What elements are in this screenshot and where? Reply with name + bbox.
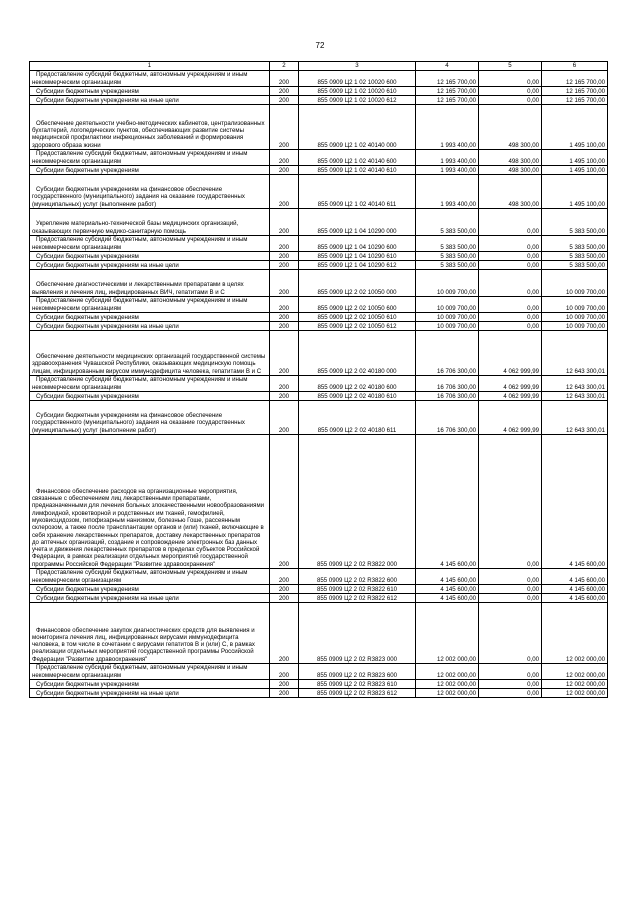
header-cell-6: 6 [542,62,608,71]
row-name-text: Субсидии бюджетным учреждениям [36,166,139,174]
row-classification-cell: 855 0909 Ц2 1 02 40140 610 [299,166,416,175]
row-code-cell: 200 [270,87,299,96]
row-code-cell: 200 [270,105,299,150]
table-row [30,270,608,297]
row-amount-col4: 12 002 000,00 [416,664,479,680]
row-name-cell [30,376,270,392]
row-classification-cell: 855 0909 Ц2 1 04 10290 600 [299,236,416,252]
row-amount-col4: 5 383 500,00 [416,236,479,252]
row-amount-col4: 16 706 300,00 [416,331,479,376]
row-amount-col5: 0,00 [479,680,542,689]
row-classification-cell: 855 0909 Ц2 2 02 10050 610 [299,313,416,322]
row-code-cell: 200 [270,585,299,594]
row-classification-cell: 855 0909 Ц2 1 02 10020 612 [299,96,416,105]
table-row [30,376,608,392]
row-name-cell [30,71,270,87]
row-classification-cell: 855 0909 Ц2 2 02 R3822 600 [299,569,416,585]
table-row [30,313,608,322]
row-amount-col5: 4 062 999,99 [479,401,542,435]
row-name-text: Предоставление субсидий бюджетным, автономным учреждениям и иным некоммерческим организациям [32,664,248,679]
row-amount-col5: 0,00 [479,603,542,664]
row-amount-col4: 5 383 500,00 [416,261,479,270]
row-amount-col4: 1 993 400,00 [416,105,479,150]
row-name-cell [30,252,270,261]
row-name-text: Субсидии бюджетным учреждениям [36,313,139,321]
row-code-cell: 200 [270,270,299,297]
row-amount-col5: 0,00 [479,322,542,331]
row-classification-cell: 855 0909 Ц2 2 02 10050 000 [299,270,416,297]
row-name-cell [30,209,270,236]
row-amount-col4: 10 009 700,00 [416,322,479,331]
row-amount-col6: 1 495 100,00 [542,150,608,166]
row-amount-col4: 4 145 600,00 [416,594,479,603]
row-amount-col5: 0,00 [479,569,542,585]
row-name-cell [30,689,270,698]
row-code-cell: 200 [270,236,299,252]
row-amount-col4: 12 002 000,00 [416,689,479,698]
row-code-cell: 200 [270,664,299,680]
row-amount-col6: 12 002 000,00 [542,680,608,689]
row-amount-col4: 10 009 700,00 [416,313,479,322]
table-row [30,96,608,105]
header-cell-3: 3 [299,62,416,71]
row-name-text: Предоставление субсидий бюджетным, автономным учреждениям и иным некоммерческим организациям [32,569,248,584]
row-classification-cell: 855 0909 Ц2 1 04 10290 610 [299,252,416,261]
row-amount-col5: 498 300,00 [479,105,542,150]
row-classification-cell: 855 0909 Ц2 2 02 R3822 610 [299,585,416,594]
row-code-cell: 200 [270,209,299,236]
row-amount-col4: 12 165 700,00 [416,71,479,87]
row-code-cell: 200 [270,261,299,270]
header-cell-4: 4 [416,62,479,71]
row-name-text: Обеспечение диагностическими и лекарственными препаратами в целях выявления и лечения лиц, инфицированных ВИЧ, гепатитами В и С [32,281,244,296]
row-code-cell: 200 [270,435,299,569]
table-row [30,297,608,313]
row-amount-col4: 16 706 300,00 [416,392,479,401]
row-name-cell [30,105,270,150]
row-name-text: Финансовое обеспечение закупок диагностических средств для выявления и мониторинга лечения лиц, инфицированных вирусами иммунодефицита человека, в том числе в сочетании с вирусами гепатитов В и (или) С, в рамках реализации отдельных мероприятий государственной программы Российской Федерации "Развитие здравоохранения" [32,626,255,663]
row-amount-col6: 4 145 600,00 [542,594,608,603]
row-name-text: Субсидии бюджетным учреждениям на иные цели [36,594,179,602]
table-row [30,261,608,270]
row-name-cell [30,401,270,435]
row-name-cell [30,664,270,680]
row-name-text: Предоставление субсидий бюджетным, автономным учреждениям и иным некоммерческим организациям [32,71,248,86]
row-amount-col5: 0,00 [479,585,542,594]
row-name-cell [30,236,270,252]
row-amount-col6: 5 383 500,00 [542,261,608,270]
row-amount-col6: 4 145 600,00 [542,569,608,585]
row-name-text: Субсидии бюджетным учреждениям на иные цели [36,96,179,104]
row-name-text: Субсидии бюджетным учреждениям на финансовое обеспечение государственного (муниципального) задания на оказание государственных (муниципальных) услуг (выполнение работ) [32,186,245,208]
row-amount-col4: 5 383 500,00 [416,252,479,261]
budget-table-body [30,62,608,698]
row-name-text: Субсидии бюджетным учреждениям на иные цели [36,322,179,330]
table-row [30,166,608,175]
table-row [30,569,608,585]
row-code-cell: 200 [270,313,299,322]
row-classification-cell: 855 0909 Ц2 2 02 R3823 000 [299,603,416,664]
row-name-text: Предоставление субсидий бюджетным, автономным учреждениям и иным некоммерческим организациям [32,376,248,391]
row-amount-col4: 4 145 600,00 [416,435,479,569]
row-amount-col6: 12 165 700,00 [542,87,608,96]
row-amount-col6: 5 383 500,00 [542,252,608,261]
row-amount-col5: 0,00 [479,71,542,87]
table-row [30,87,608,96]
row-amount-col4: 1 993 400,00 [416,175,479,209]
row-name-cell [30,435,270,569]
row-amount-col6: 12 643 300,01 [542,392,608,401]
row-amount-col4: 16 706 300,00 [416,401,479,435]
row-code-cell: 200 [270,322,299,331]
row-amount-col4: 12 165 700,00 [416,87,479,96]
table-row [30,435,608,569]
row-code-cell: 200 [270,150,299,166]
table-row [30,680,608,689]
row-name-cell [30,569,270,585]
row-name-cell [30,322,270,331]
row-code-cell: 200 [270,71,299,87]
table-row [30,392,608,401]
row-code-cell: 200 [270,331,299,376]
table-row [30,689,608,698]
table-row [30,322,608,331]
table-row [30,252,608,261]
row-name-cell [30,331,270,376]
row-amount-col5: 0,00 [479,297,542,313]
row-name-cell [30,313,270,322]
row-amount-col5: 4 062 999,99 [479,331,542,376]
row-code-cell: 200 [270,96,299,105]
row-amount-col5: 0,00 [479,261,542,270]
row-name-cell [30,680,270,689]
row-amount-col5: 0,00 [479,689,542,698]
row-amount-col4: 16 706 300,00 [416,376,479,392]
row-amount-col5: 0,00 [479,313,542,322]
row-code-cell: 200 [270,392,299,401]
row-name-cell [30,270,270,297]
row-classification-cell: 855 0909 Ц2 2 02 R3823 610 [299,680,416,689]
row-name-cell [30,261,270,270]
table-row [30,150,608,166]
row-amount-col4: 4 145 600,00 [416,569,479,585]
row-amount-col5: 498 300,00 [479,175,542,209]
row-name-text: Укрепление материально-технической базы медицинских организаций, оказывающих первичную медико-санитарную помощь [32,220,239,235]
row-amount-col6: 1 495 100,00 [542,105,608,150]
row-name-cell [30,585,270,594]
table-row [30,105,608,150]
row-amount-col6: 10 009 700,00 [542,297,608,313]
row-name-cell [30,175,270,209]
row-classification-cell: 855 0909 Ц2 1 02 40140 600 [299,150,416,166]
row-code-cell: 200 [270,603,299,664]
row-amount-col5: 4 062 999,99 [479,392,542,401]
table-row [30,594,608,603]
row-classification-cell: 855 0909 Ц2 2 02 R3823 612 [299,689,416,698]
row-classification-cell: 855 0909 Ц2 2 02 10050 612 [299,322,416,331]
row-name-text: Субсидии бюджетным учреждениям [36,252,139,260]
row-amount-col6: 1 495 100,00 [542,166,608,175]
row-name-text: Субсидии бюджетным учреждениям [36,87,139,95]
table-row [30,603,608,664]
row-amount-col5: 0,00 [479,87,542,96]
row-name-text: Обеспечение деятельности учебно-методических кабинетов, централизованных бухгалтерий, логопедических пунктов, обеспечивающих развитие системы медицинской профилактики инфекционных заболеваний и формирования здорового образа жизни [32,119,265,149]
row-name-cell [30,96,270,105]
row-amount-col6: 10 009 700,00 [542,270,608,297]
row-amount-col4: 5 383 500,00 [416,209,479,236]
row-classification-cell: 855 0909 Ц2 2 02 R3822 612 [299,594,416,603]
table-row [30,175,608,209]
row-amount-col5: 498 300,00 [479,150,542,166]
row-amount-col6: 4 145 600,00 [542,585,608,594]
row-classification-cell: 855 0909 Ц2 1 02 40140 611 [299,175,416,209]
table-row [30,331,608,376]
row-name-cell [30,594,270,603]
row-name-text: Субсидии бюджетным учреждениям [36,680,139,688]
row-amount-col4: 12 165 700,00 [416,96,479,105]
row-amount-col5: 0,00 [479,594,542,603]
row-amount-col5: 0,00 [479,270,542,297]
table-row [30,209,608,236]
row-classification-cell: 855 0909 Ц2 1 02 10020 610 [299,87,416,96]
row-classification-cell: 855 0909 Ц2 1 04 10290 612 [299,261,416,270]
row-amount-col5: 0,00 [479,236,542,252]
row-amount-col5: 0,00 [479,96,542,105]
table-row [30,71,608,87]
row-classification-cell: 855 0909 Ц2 2 02 40180 000 [299,331,416,376]
row-code-cell: 200 [270,594,299,603]
table-row [30,236,608,252]
row-code-cell: 200 [270,252,299,261]
row-code-cell: 200 [270,680,299,689]
row-name-text: Субсидии бюджетным учреждениям на иные цели [36,261,179,269]
row-name-text: Субсидии бюджетным учреждениям [36,392,139,400]
row-classification-cell: 855 0909 Ц2 2 02 R3822 000 [299,435,416,569]
row-classification-cell: 855 0909 Ц2 2 02 R3823 600 [299,664,416,680]
table-row [30,585,608,594]
row-amount-col5: 0,00 [479,435,542,569]
row-name-cell [30,87,270,96]
row-name-text: Предоставление субсидий бюджетным, автономным учреждениям и иным некоммерческим организациям [32,150,248,165]
header-cell-1: 1 [30,62,270,71]
row-amount-col6: 12 002 000,00 [542,603,608,664]
row-amount-col4: 4 145 600,00 [416,585,479,594]
row-amount-col4: 12 002 000,00 [416,603,479,664]
row-amount-col4: 1 993 400,00 [416,166,479,175]
row-classification-cell: 855 0909 Ц2 1 02 40140 000 [299,105,416,150]
row-classification-cell: 855 0909 Ц2 2 02 40180 610 [299,392,416,401]
row-code-cell: 200 [270,401,299,435]
budget-table [29,61,608,698]
row-name-text: Субсидии бюджетным учреждениям на финансовое обеспечение государственного (муниципального) задания на оказание государственных (муниципальных) услуг (выполнение работ) [32,412,245,434]
row-amount-col6: 12 165 700,00 [542,71,608,87]
row-amount-col5: 0,00 [479,664,542,680]
page-number: 72 [315,41,325,50]
row-code-cell: 200 [270,175,299,209]
row-name-text: Финансовое обеспечение расходов на организационные мероприятия, связанные с обеспечением лиц лекарственными препаратами, предназначенными для лечения больных злокачественными новообразованиями лимфоидной, кроветворной и родственных им тканей, гемофилией, муковисцидозом, гипофизарным нанизмом, болезнью Гоше, рассеянным склерозом, а также после трансплантации органов и (или) тканей, включающие в себя хранение лекарственных препаратов, доставку лекарственных препаратов до аптечных организаций, создание и сопровождение электронных баз данных учета и движения лекарственных препаратов в пределах субъектов Российской Федерации, в рамках реализации отдельных мероприятий государственной программы Российской Федерации "Развитие здравоохранения" [32,487,265,568]
row-amount-col6: 4 145 600,00 [542,435,608,569]
row-amount-col4: 10 009 700,00 [416,297,479,313]
row-amount-col5: 4 062 999,99 [479,376,542,392]
row-name-text: Предоставление субсидий бюджетным, автономным учреждениям и иным некоммерческим организациям [32,236,248,251]
table-row [30,401,608,435]
row-classification-cell: 855 0909 Ц2 1 02 10020 600 [299,71,416,87]
row-name-text: Обеспечение деятельности медицинских организаций государственной системы здравоохранения Чувашской Республики, оказывающих медицинскую помощь лицам, инфицированным вирусом иммунодефицита человека, гепатитами В и С [32,353,266,375]
row-code-cell: 200 [270,689,299,698]
row-name-cell [30,297,270,313]
row-amount-col6: 12 643 300,01 [542,376,608,392]
row-amount-col5: 498 300,00 [479,166,542,175]
table-row [30,664,608,680]
row-amount-col6: 5 383 500,00 [542,209,608,236]
row-classification-cell: 855 0909 Ц2 2 02 40180 611 [299,401,416,435]
row-amount-col5: 0,00 [479,209,542,236]
row-amount-col6: 1 495 100,00 [542,175,608,209]
row-amount-col6: 10 009 700,00 [542,313,608,322]
row-amount-col6: 5 383 500,00 [542,236,608,252]
row-name-text: Предоставление субсидий бюджетным, автономным учреждениям и иным некоммерческим организациям [32,297,248,312]
row-code-cell: 200 [270,569,299,585]
row-name-cell [30,392,270,401]
row-amount-col4: 10 009 700,00 [416,270,479,297]
row-name-text: Субсидии бюджетным учреждениям [36,585,139,593]
header-row [30,62,608,71]
row-amount-col6: 10 009 700,00 [542,322,608,331]
row-amount-col6: 12 002 000,00 [542,689,608,698]
row-classification-cell: 855 0909 Ц2 2 02 10050 600 [299,297,416,313]
row-amount-col6: 12 165 700,00 [542,96,608,105]
row-name-text: Субсидии бюджетным учреждениям на иные цели [36,689,179,697]
row-amount-col6: 12 643 300,01 [542,401,608,435]
row-name-cell [30,166,270,175]
row-name-cell [30,150,270,166]
header-cell-2: 2 [270,62,299,71]
row-name-cell [30,603,270,664]
row-code-cell: 200 [270,376,299,392]
row-amount-col4: 12 002 000,00 [416,680,479,689]
row-amount-col6: 12 002 000,00 [542,664,608,680]
header-cell-5: 5 [479,62,542,71]
row-amount-col6: 12 643 300,01 [542,331,608,376]
row-classification-cell: 855 0909 Ц2 1 04 10290 000 [299,209,416,236]
row-classification-cell: 855 0909 Ц2 2 02 40180 600 [299,376,416,392]
row-code-cell: 200 [270,166,299,175]
row-amount-col4: 1 993 400,00 [416,150,479,166]
row-amount-col5: 0,00 [479,252,542,261]
row-code-cell: 200 [270,297,299,313]
